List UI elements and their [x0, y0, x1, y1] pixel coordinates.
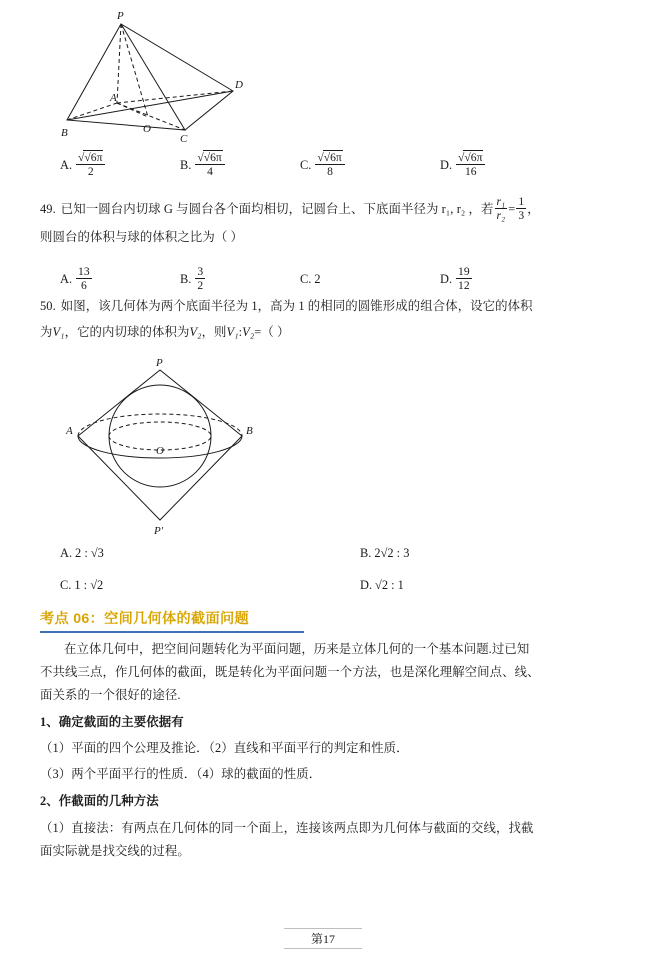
option-fraction: $\frac{13}{6}$	[78, 265, 90, 292]
para-1-line-3: 面关系的一个很好的途径.	[40, 688, 181, 703]
q50-v1: V₁	[52, 324, 65, 339]
q50-option-b[interactable]	[360, 546, 409, 561]
q49-ratio-fraction: $\frac{\text{r₁}}{\text{r₂}}$	[496, 195, 506, 222]
q49-option-b[interactable]	[180, 266, 300, 293]
option-value: √2 : 1	[375, 578, 404, 592]
figure1-label-D: D	[235, 79, 243, 91]
figure1-label-O: O	[143, 123, 151, 135]
figure2-label-P: P	[156, 358, 163, 369]
option-value: 2√2 : 3	[374, 546, 410, 560]
q49-option-a[interactable]	[60, 266, 180, 293]
q49-line-1	[40, 196, 620, 223]
q49-text-1-end: ，	[527, 201, 540, 216]
option-fraction: $\frac{√√6\pi}{2}$	[76, 151, 105, 178]
option-fraction: $\frac{19}{12}$	[458, 265, 470, 292]
sub-heading-1: 1、确定截面的主要依据有	[40, 715, 184, 730]
sub-heading-2: 2、作截面的几种方法	[40, 794, 159, 809]
q50-option-d[interactable]	[360, 578, 404, 593]
q50-options-row-1	[0, 546, 646, 561]
q50-v2b: V₂	[242, 324, 255, 339]
option-value: 2	[314, 271, 321, 286]
section-heading-06	[40, 608, 620, 633]
option-label: D.	[440, 271, 453, 286]
figure2-label-B: B	[246, 425, 253, 437]
option-label: B.	[180, 271, 192, 286]
option-value: 2 : √3	[75, 546, 104, 560]
para-1-line-2: 不共线三点，作几何体的截面，既是转化为平面问题一个方法，也是深化理解空间点、线、	[40, 665, 540, 680]
figure1-label-A: A	[110, 92, 117, 104]
q50-colon: :	[238, 324, 243, 339]
page-footer	[0, 928, 646, 949]
q49-number: 49.	[40, 201, 56, 216]
q50-v1b: V₁	[226, 324, 239, 339]
option-label: C.	[300, 271, 312, 286]
q50-option-c[interactable]	[60, 578, 360, 593]
section-heading-text: 考点 06：空间几何体的截面问题	[40, 611, 249, 627]
q49-option-d[interactable]	[440, 266, 473, 293]
section-body-06	[40, 638, 608, 863]
q50-options-row-2	[0, 578, 646, 593]
q50-number: 50.	[40, 299, 56, 313]
option-fraction: $\frac{3}{2}$	[197, 265, 204, 292]
q50-option-a[interactable]	[60, 546, 360, 561]
sub-1-line-1: （1）平面的四个公理及推论．（2）直线和平面平行的判定和性质．	[40, 741, 409, 756]
q50-text-2c: ，则	[201, 324, 227, 339]
figure1-label-B: B	[61, 127, 68, 139]
q49-value-fraction: $\frac{1}{3}$	[518, 195, 525, 222]
q50-line-2	[40, 322, 620, 344]
q50-text-2d: =（ ）	[254, 324, 290, 339]
option-label: D.	[360, 578, 373, 592]
figure1-label-P: P	[117, 10, 124, 22]
option-value: 1 : √2	[74, 578, 104, 592]
q48-option-a[interactable]	[60, 152, 180, 179]
sub-2-line-2: 面实际就是找交线的过程。	[40, 843, 190, 858]
para-1-line-1: 在立体几何中，把空间问题转化为平面问题，历来是立体几何的一个基本问题.过已知	[64, 642, 530, 656]
option-label: B.	[180, 157, 192, 172]
q48-option-b[interactable]	[180, 152, 300, 179]
sub-2-line-1: （1）直接法：有两点在几何体的同一个面上，连接该两点即为几何体与截面的交线，找截	[40, 820, 534, 835]
figure1-label-C: C	[180, 133, 188, 143]
option-label: D.	[440, 157, 453, 172]
figure-bicone	[60, 358, 260, 538]
figure2-label-O: O	[156, 445, 164, 457]
q48-option-c[interactable]	[300, 152, 440, 179]
option-label: B.	[360, 546, 372, 560]
q49-equals: =	[508, 201, 516, 216]
figure2-label-A: A	[66, 425, 73, 437]
question-49	[40, 196, 620, 249]
q48-options-row	[0, 152, 646, 179]
figure2-label-Pprime: P′	[154, 525, 164, 537]
q50-text-2b: ，它的内切球的体积为	[64, 324, 190, 339]
figure-pyramid	[55, 8, 245, 143]
option-label: C.	[300, 157, 312, 172]
q50-text-2a: 为	[40, 324, 53, 339]
option-fraction: $\frac{√√6\pi}{8}$	[315, 151, 344, 178]
q50-text-1: 如图，该几何体为两个底面半径为 1，高为 1 的相同的圆锥形成的组合体，设它的体积	[60, 299, 533, 313]
q49-options-row	[0, 266, 646, 293]
option-label: C.	[60, 578, 72, 592]
option-label: A.	[60, 271, 73, 286]
q50-v2: V₂	[189, 324, 202, 339]
page-number: 第17	[284, 928, 362, 949]
q49-option-c[interactable]	[300, 266, 440, 293]
sub-1-line-2: （3）两个平面平行的性质．（4）球的截面的性质．	[40, 767, 322, 782]
q48-option-d[interactable]	[440, 152, 486, 179]
option-label: A.	[60, 157, 73, 172]
q50-line-1	[40, 296, 620, 318]
option-fraction: $\frac{√√6\pi}{4}$	[195, 151, 224, 178]
section-heading-rule	[40, 631, 304, 633]
q49-line-2: 则圆台的体积与球的体积之比为（ ）	[40, 229, 244, 244]
option-label: A.	[60, 546, 73, 560]
question-50	[40, 296, 620, 343]
q49-text-1: 已知一圆台内切球 G 与圆台各个面均相切，记圆台上、下底面半径为 r₁, r₂ ，若	[60, 201, 494, 216]
option-fraction: $\frac{√√6\pi}{16}$	[456, 151, 485, 178]
